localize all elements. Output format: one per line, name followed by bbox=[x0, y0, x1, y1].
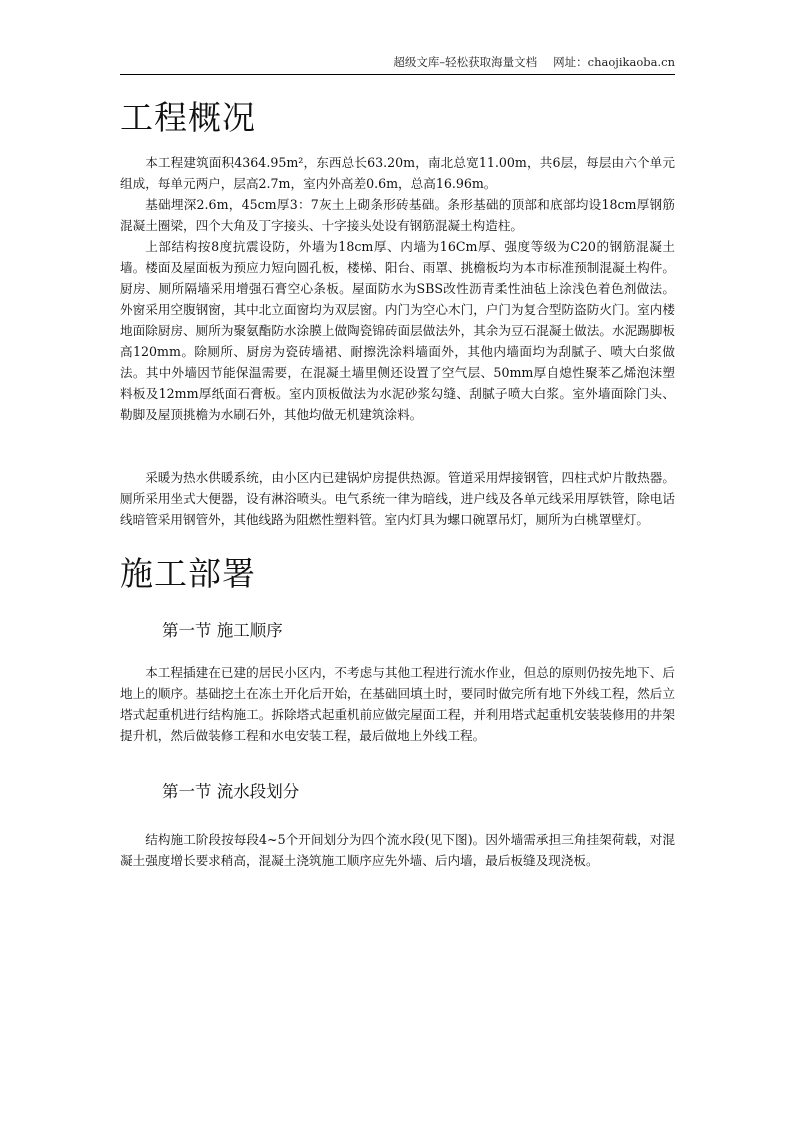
paragraph-foundation: 基础埋深2.6m，45cm厚3：7灰土上砌条形砖基础。条形基础的顶部和底部均设18cm厚钢筋混凝土圈梁，四个大角及丁字接头、十字接头处设有钢筋混凝土构造柱。 bbox=[120, 197, 675, 233]
section-title-overview: 工程概况 bbox=[120, 98, 256, 137]
paragraph-sequence: 本工程插建在已建的居民小区内，不考虑与其他工程进行流水作业，但总的原则仍按先地下、后地上的顺序。基础挖土在冻土开化后开始，在基础回填土时，要同时做完所有地下外线工程，然后立塔式起重机进行结构施工。拆除塔式起重机前应做完屋面工程，并利用塔式起重机安装装修用的井架提升机，然后做装修工程和水电安装工程，最后做地上外线工程。 bbox=[120, 665, 675, 743]
paragraph-building-area: 本工程建筑面积4364.95m²，东西总长63.20m，南北总宽11.00m，共6层，每层由六个单元组成，每单元两户，层高2.7m，室内外高差0.6m，总高16.96m。 bbox=[120, 155, 675, 191]
site-title: 超级文库–轻松获取海量文档 bbox=[393, 55, 538, 69]
url-label: 网址： bbox=[553, 55, 588, 69]
subsection-title-sequence: 第一节 施工顺序 bbox=[162, 621, 283, 640]
site-url[interactable]: chaojikaoba.cn bbox=[587, 55, 675, 69]
paragraph-flow-segments: 结构施工阶段按每段4~5个开间划分为四个流水段(见下图)。因外墙需承担三角挂架荷载，对混凝土强度增长要求稍高，混凝土浇筑施工顺序应先外墙、后内墙，最后板缝及现浇板。 bbox=[120, 832, 675, 868]
paragraph-heating-electrical: 采暖为热水供暖系统，由小区内已建锅炉房提供热源。管道采用焊接钢管，四柱式炉片散热器。厕所采用坐式大便器，设有淋浴喷头。电气系统一律为暗线，进户线及各单元线采用厚铁管，除电话线暗管采用钢管外，其他线路为阻燃性塑料管。室内灯具为螺口碗罩吊灯，厕所为白桃罩壁灯。 bbox=[120, 470, 675, 527]
page-header bbox=[120, 55, 675, 75]
section-title-deployment: 施工部署 bbox=[120, 554, 256, 593]
paragraph-structure: 上部结构按8度抗震设防，外墙为18cm厚、内墙为16Cm厚、强度等级为C20的钢筋混凝土墙。楼面及屋面板为预应力短向圆孔板，楼梯、阳台、雨罩、挑檐板均为本市标准预制混凝土构件。厨房、厕所隔墙采用增强石膏空心条板。屋面防水为SBS改性沥青柔性油毡上涂浅色着色剂做法。外窗采用空腹钢窗，其中北立面窗均为双层窗。内门为空心木门，户门为复合型防盗防火门。室内楼地面除厨房、厕所为聚氨酯防水涂膜上做陶瓷锦砖面层做法外，其余为豆石混凝土做法。水泥踢脚板高120mm。除厕所、厨房为瓷砖墙裙、耐擦洗涂料墙面外，其他内墙面均为刮腻子、喷大白浆做法。其中外墙因节能保温需要，在混凝土墙里侧还设置了空气层、50mm厚自熄性聚苯乙烯泡沫塑料板及12mm厚纸面石膏板。室内顶板做法为水泥砂浆勾缝、刮腻子喷大白浆。室外墙面除门头、勒脚及屋顶挑檐为水刷石外，其他均做无机建筑涂料。 bbox=[120, 239, 675, 422]
subsection-title-flow-segments: 第一节 流水段划分 bbox=[162, 782, 300, 801]
